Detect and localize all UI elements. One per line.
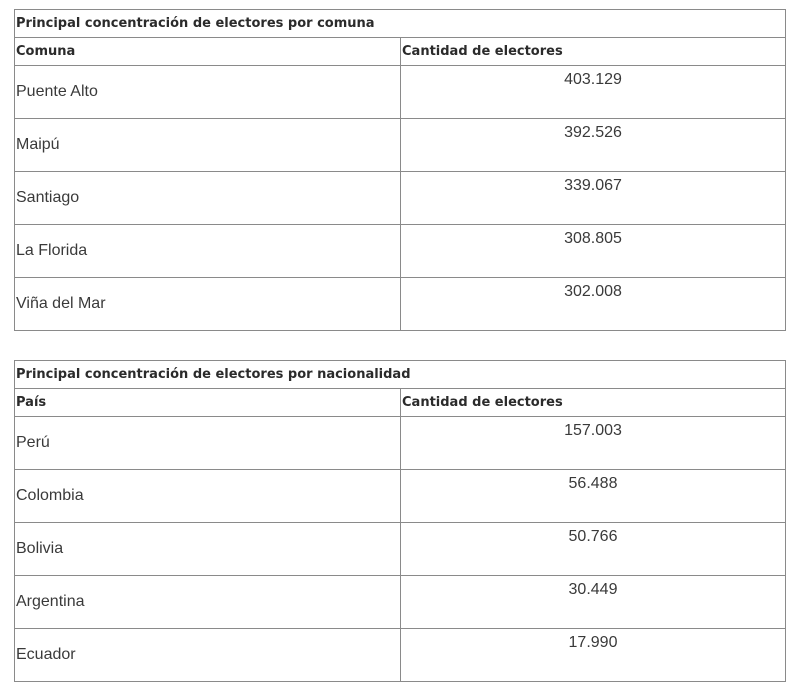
comuna-name: Maipú xyxy=(15,119,401,172)
comuna-name: Puente Alto xyxy=(15,66,401,119)
table-row xyxy=(15,278,786,331)
column-header-cantidad: Cantidad de electores xyxy=(401,38,786,66)
comuna-name: La Florida xyxy=(15,225,401,278)
table-row xyxy=(15,119,786,172)
electores-count: 56.488 xyxy=(401,470,786,523)
table-header-row xyxy=(15,389,786,417)
electores-count: 157.003 xyxy=(401,417,786,470)
comuna-name: Viña del Mar xyxy=(15,278,401,331)
table-row xyxy=(15,417,786,470)
pais-name: Ecuador xyxy=(15,629,401,682)
table-row xyxy=(15,66,786,119)
electores-count: 392.526 xyxy=(401,119,786,172)
pais-name: Bolivia xyxy=(15,523,401,576)
comuna-name: Santiago xyxy=(15,172,401,225)
electores-count: 30.449 xyxy=(401,576,786,629)
nacionalidad-table xyxy=(14,360,786,682)
comuna-table xyxy=(14,9,786,331)
pais-name: Colombia xyxy=(15,470,401,523)
electores-count: 308.805 xyxy=(401,225,786,278)
pais-name: Argentina xyxy=(15,576,401,629)
column-header-cantidad: Cantidad de electores xyxy=(401,389,786,417)
electores-count: 302.008 xyxy=(401,278,786,331)
column-header-comuna: Comuna xyxy=(15,38,401,66)
electores-count: 50.766 xyxy=(401,523,786,576)
table-row xyxy=(15,172,786,225)
table-row xyxy=(15,470,786,523)
electores-count: 339.067 xyxy=(401,172,786,225)
table-header-row xyxy=(15,38,786,66)
electores-count: 403.129 xyxy=(401,66,786,119)
pais-name: Perú xyxy=(15,417,401,470)
table-title: Principal concentración de electores por comuna xyxy=(15,10,786,38)
table-row xyxy=(15,629,786,682)
table-row xyxy=(15,225,786,278)
table-title-row xyxy=(15,361,786,389)
electores-count: 17.990 xyxy=(401,629,786,682)
column-header-pais: País xyxy=(15,389,401,417)
table-title-row xyxy=(15,10,786,38)
table-title: Principal concentración de electores por nacionalidad xyxy=(15,361,786,389)
table-row xyxy=(15,576,786,629)
table-row xyxy=(15,523,786,576)
